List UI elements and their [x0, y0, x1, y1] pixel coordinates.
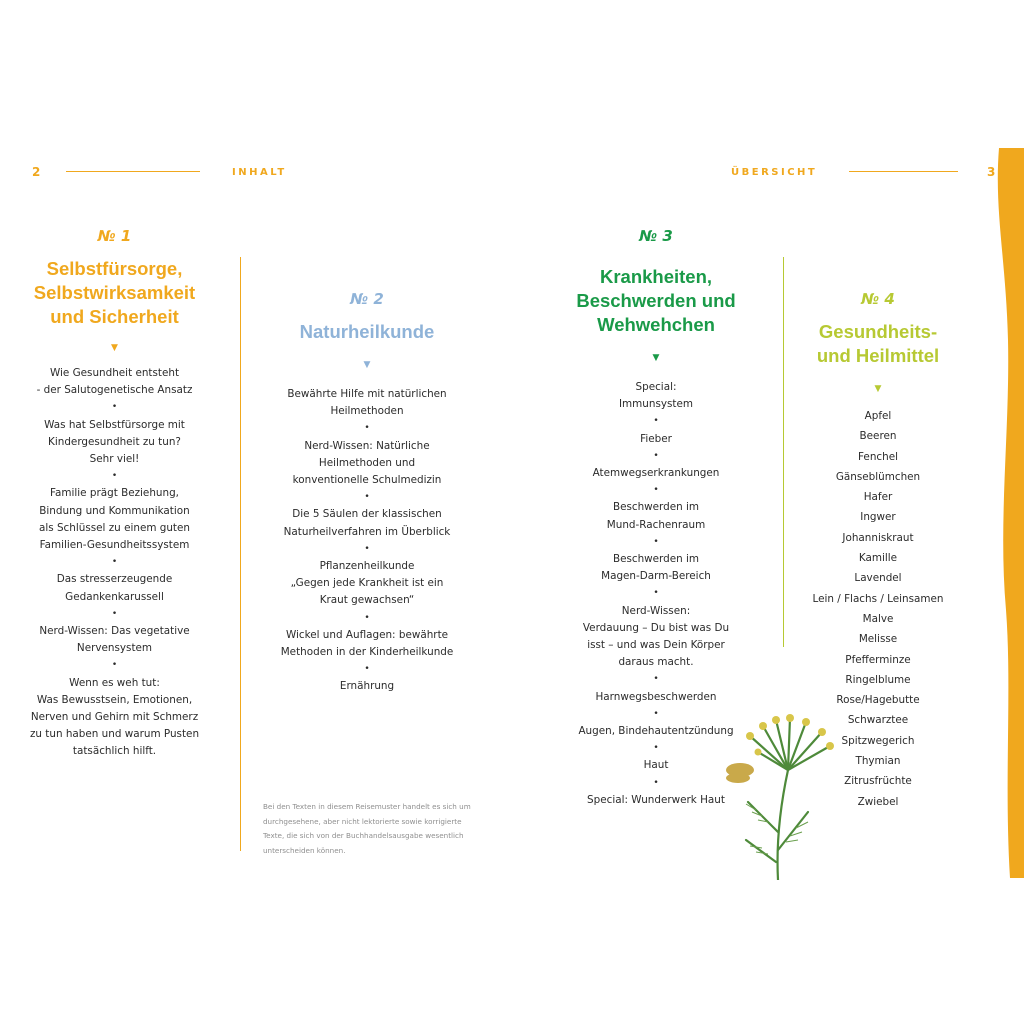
list-item: Wie Gesundheit entsteht - der Salutogenetische Ansatz	[36, 367, 193, 397]
list-item: Zwiebel	[857, 795, 899, 808]
section-number: № 3	[639, 227, 673, 245]
bullet-dot-icon: •	[653, 674, 659, 685]
section-number: № 2	[350, 290, 384, 308]
section-title: Gesundheits- und Heilmittel	[816, 321, 940, 366]
fennel-plant-icon	[718, 712, 838, 880]
list-item: Zitrusfrüchte	[844, 775, 912, 788]
triangle-down-icon: ▼	[111, 343, 118, 353]
list-item: Das stresserzeugende Gedankenkarussell	[56, 573, 173, 603]
bullet-dot-icon: •	[111, 402, 118, 413]
section-number: № 4	[861, 290, 895, 308]
section-number: № 1	[97, 227, 132, 245]
section-items	[262, 386, 472, 696]
list-item: Beschwerden im Mund-Rachenraum	[606, 501, 706, 531]
bullet-dot-icon: •	[653, 536, 659, 547]
list-item: Ingwer	[860, 511, 896, 524]
list-item: Nerd-Wissen: Das vegetative Nervensystem	[39, 625, 190, 655]
list-item: Pfefferminze	[845, 653, 911, 666]
list-item: Beschwerden im Magen-Darm-Bereich	[601, 553, 711, 583]
list-item: Nerd-Wissen: Verdauung – Du bist was Du isst – und was Dein Körper daraus macht.	[582, 604, 730, 669]
list-item: Thymian	[855, 755, 901, 768]
bullet-dot-icon: •	[111, 608, 118, 619]
list-item: Nerd-Wissen: Natürliche Heilmethoden und konventionelle Schulmedizin	[292, 439, 442, 487]
list-item: Melisse	[858, 633, 898, 646]
triangle-down-icon: ▼	[874, 384, 882, 394]
footnote: Bei den Texten in diesem Reisemuster handelt es sich um durchgesehene, aber nicht lektorierte sowie korrigierte Texte, die sich von der Buchhandelsausgabe wesentlich unterscheiden können.	[263, 802, 471, 855]
orange-wave-edge-icon	[984, 0, 1024, 1024]
list-item: Wickel und Auflagen: bewährte Methoden in der Kinderheilkunde	[280, 628, 454, 659]
list-item: Familie prägt Beziehung, Bindung und Kommunikation als Schlüssel zu einem guten Familien-Gesundheitssystem	[38, 487, 190, 552]
list-item: Schwarztee	[847, 714, 909, 727]
list-item: Die 5 Säulen der klassischen Naturheilverfahren im Überblick	[283, 508, 451, 538]
bullet-dot-icon: •	[364, 543, 370, 554]
bullet-dot-icon: •	[111, 471, 118, 482]
list-item: Ringelblume	[845, 673, 911, 686]
bullet-dot-icon: •	[653, 588, 659, 599]
triangle-down-icon: ▼	[652, 353, 660, 363]
section-1	[12, 227, 217, 761]
bullet-dot-icon: •	[653, 777, 659, 788]
list-item: Pflanzenheilkunde „Gegen jede Krankheit ist ein Kraut gewachsen“	[290, 560, 444, 607]
list-item: Harnwegsbeschwerden	[595, 690, 717, 703]
list-item: Bewährte Hilfe mit natürlichen Heilmethoden	[287, 388, 447, 418]
list-item: Was hat Selbstfürsorge mit Kindergesundheit zu tun? Sehr viel!	[44, 418, 185, 466]
right-page-number: 3	[987, 165, 996, 179]
list-item: Special: Immunsystem	[618, 381, 694, 411]
column-divider-1	[240, 257, 241, 851]
section-title: Krankheiten, Beschwerden und Wehwehchen	[576, 266, 736, 335]
list-item: Special: Wunderwerk Haut	[587, 793, 725, 806]
bullet-dot-icon: •	[364, 492, 370, 503]
bullet-dot-icon: •	[653, 450, 659, 461]
list-item: Hafer	[863, 491, 893, 504]
bullet-dot-icon: •	[653, 485, 659, 496]
list-item: Rose/Hagebutte	[836, 694, 920, 707]
list-item: Wenn es weh tut: Was Bewusstsein, Emotionen, Nerven und Gehirn mit Schmerz zu tun haben und warum Pusten tatsächlich hilft.	[29, 676, 200, 758]
section-items	[12, 365, 217, 761]
section-title: Selbstfürsorge, Selbstwirksamkeit und Sicherheit	[33, 258, 196, 327]
bullet-dot-icon: •	[111, 557, 118, 568]
list-item: Haut	[643, 759, 669, 772]
bullet-dot-icon: •	[653, 416, 659, 427]
list-item: Atemwegserkrankungen	[592, 467, 720, 480]
triangle-down-icon: ▼	[363, 360, 371, 370]
bullet-dot-icon: •	[364, 423, 370, 434]
list-item: Ernährung	[339, 680, 395, 693]
left-page-number: 2	[32, 165, 41, 179]
list-item: Gänseblümchen	[835, 470, 921, 483]
list-item: Lavendel	[854, 572, 902, 585]
list-item: Fieber	[640, 432, 672, 445]
list-item: Beeren	[859, 430, 897, 443]
left-running-head: INHALT	[232, 167, 287, 178]
list-item: Fenchel	[858, 450, 898, 463]
list-item: Malve	[862, 612, 894, 625]
list-item: Kamille	[858, 552, 898, 565]
right-header-rule	[849, 171, 958, 172]
section-2	[262, 290, 472, 696]
right-running-head: ÜBERSICHT	[731, 167, 818, 178]
bullet-dot-icon: •	[653, 743, 659, 754]
section-title: Naturheilkunde	[299, 321, 435, 342]
bullet-dot-icon: •	[653, 708, 659, 719]
bullet-dot-icon: •	[364, 664, 370, 675]
list-item: Spitzwegerich	[841, 734, 915, 747]
list-item: Apfel	[864, 410, 892, 422]
bullet-dot-icon: •	[364, 612, 370, 623]
column-divider-2	[783, 257, 784, 647]
list-item: Lein / Flachs / Leinsamen	[812, 592, 944, 605]
left-header-rule	[66, 171, 200, 172]
list-item: Johanniskraut	[842, 531, 914, 544]
list-item: Augen, Bindehautentzündung	[578, 725, 734, 738]
bullet-dot-icon: •	[111, 660, 118, 671]
